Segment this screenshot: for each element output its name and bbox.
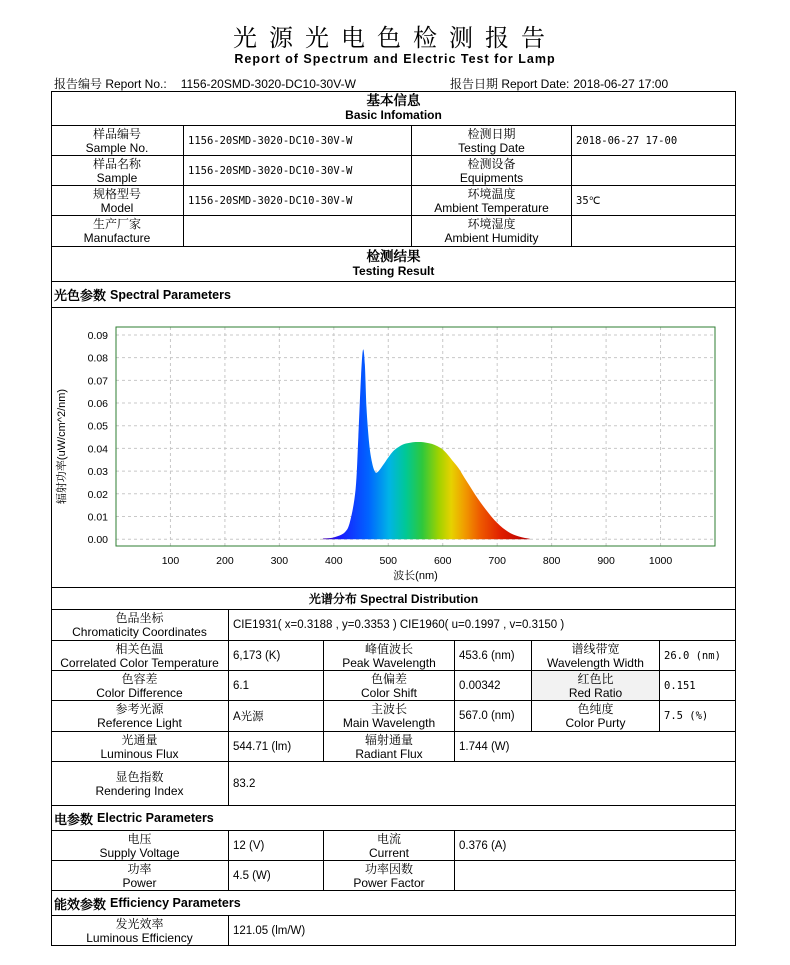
distribution-label-en: Wavelength Width bbox=[547, 655, 644, 670]
basic-info-title-en: Basic Infomation bbox=[345, 108, 442, 122]
basic-value-right: 35℃ bbox=[576, 194, 601, 207]
electric-label-left bbox=[51, 831, 229, 860]
distribution-label bbox=[51, 701, 229, 731]
electric-parameters-section bbox=[51, 806, 736, 831]
distribution-row bbox=[51, 641, 736, 671]
basic-label-right-cn: 检测设备 bbox=[467, 156, 516, 171]
electric-row bbox=[51, 861, 736, 891]
y-tick-label: 0.07 bbox=[87, 375, 108, 388]
report-title-cn: 光源光电色检测报告 bbox=[233, 24, 557, 52]
report-number bbox=[54, 75, 356, 92]
electric-row bbox=[51, 831, 736, 861]
distribution-value: 453.6 (nm) bbox=[455, 641, 532, 670]
distribution-label-cn: 色偏差 bbox=[370, 671, 407, 686]
spectrum-fill bbox=[323, 349, 530, 539]
flux-row bbox=[51, 732, 736, 762]
electric-label-left bbox=[51, 861, 229, 890]
electric-label-right bbox=[324, 831, 455, 860]
basic-label-left bbox=[51, 186, 184, 215]
distribution-label-en: Peak Wavelength bbox=[342, 655, 436, 670]
distribution-row bbox=[51, 671, 736, 701]
basic-value-right bbox=[572, 216, 736, 246]
distribution-label-en: Reference Light bbox=[97, 716, 182, 730]
basic-label-right-en: Ambient Temperature bbox=[434, 200, 549, 215]
luminous-efficiency-row bbox=[51, 916, 736, 946]
luminous-efficiency-label bbox=[51, 916, 229, 946]
radiant-flux-label-en: Radiant Flux bbox=[355, 746, 423, 761]
basic-label-right bbox=[412, 156, 572, 185]
distribution-label-en: Main Wavelength bbox=[342, 716, 436, 730]
distribution-label-en: Color Shift bbox=[360, 685, 418, 700]
rendering-index-label-cn: 显色指数 bbox=[115, 769, 164, 784]
electric-section-cn: 电参数 bbox=[54, 811, 94, 827]
basic-value-left: 1156-20SMD-3020-DC10-30V-W bbox=[184, 126, 412, 155]
electric-value-left: 12 (V) bbox=[229, 831, 324, 860]
report-date-value: 2018-06-27 17:00 bbox=[573, 77, 669, 91]
report-date-label: 报告日期 Report Date: bbox=[450, 77, 570, 91]
electric-label-left-en: Supply Voltage bbox=[99, 845, 180, 860]
basic-label-left-en: Sample No. bbox=[85, 140, 149, 155]
efficiency-section-en: Efficiency Parameters bbox=[110, 896, 241, 910]
efficiency-section-cn: 能效参数 bbox=[54, 896, 107, 912]
distribution-value: 6.1 bbox=[229, 671, 324, 700]
x-tick-label: 700 bbox=[488, 555, 506, 567]
distribution-label-en: Color Difference bbox=[96, 685, 183, 700]
basic-label-right bbox=[412, 216, 572, 246]
x-tick-label: 800 bbox=[542, 555, 561, 567]
testing-result-header bbox=[51, 247, 736, 282]
electric-label-right-en: Power Factor bbox=[353, 875, 425, 890]
luminous-flux-label bbox=[51, 732, 229, 761]
radiant-flux-value: 1.744 (W) bbox=[459, 740, 510, 753]
distribution-label-cn: 主波长 bbox=[370, 702, 407, 716]
basic-label-left bbox=[51, 126, 184, 155]
distribution-label bbox=[532, 641, 660, 670]
luminous-flux-value: 544.71 (lm) bbox=[229, 732, 324, 761]
distribution-label-en: Correlated Color Temperature bbox=[60, 655, 219, 670]
x-tick-label: 500 bbox=[379, 555, 398, 567]
spectral-parameters-section bbox=[51, 282, 736, 308]
electric-label-left-en: Power bbox=[122, 875, 157, 890]
chromaticity-label-cn: 色品坐标 bbox=[115, 611, 164, 625]
distribution-label bbox=[324, 701, 455, 731]
basic-label-left bbox=[51, 156, 184, 185]
basic-label-right bbox=[412, 126, 572, 155]
x-tick-label: 400 bbox=[325, 555, 343, 567]
basic-info-row bbox=[51, 216, 736, 247]
electric-label-right-cn: 电流 bbox=[376, 831, 401, 846]
spectral-section-en: Spectral Parameters bbox=[110, 287, 231, 302]
basic-info-row bbox=[51, 186, 736, 216]
distribution-label-cn: 红色比 bbox=[577, 671, 614, 686]
spectral-section-cn: 光色参数 bbox=[54, 288, 107, 303]
basic-label-right bbox=[412, 186, 572, 215]
basic-label-right-en: Testing Date bbox=[458, 140, 525, 155]
basic-label-left-cn: 样品名称 bbox=[92, 156, 141, 171]
electric-section-en: Electric Parameters bbox=[97, 811, 214, 825]
testing-result-title-en: Testing Result bbox=[352, 264, 435, 278]
luminous-efficiency-label-en: Luminous Efficiency bbox=[86, 931, 193, 945]
distribution-value: 26.0 (nm) bbox=[664, 649, 721, 662]
y-tick-label: 0.02 bbox=[87, 488, 108, 501]
luminous-efficiency-value: 121.05 (lm/W) bbox=[233, 925, 306, 937]
basic-info-header bbox=[51, 91, 736, 126]
y-tick-label: 0.01 bbox=[87, 511, 108, 524]
luminous-flux-label-cn: 光通量 bbox=[121, 732, 158, 747]
report-title-en: Report of Spectrum and Electric Test for Lamp bbox=[234, 52, 556, 66]
distribution-label-cn: 谱线带宽 bbox=[571, 641, 620, 656]
basic-label-right-en: Ambient Humidity bbox=[444, 231, 539, 245]
distribution-label bbox=[51, 671, 229, 700]
basic-label-left-en: Model bbox=[100, 200, 134, 215]
distribution-value: 6,173 (K) bbox=[229, 641, 324, 670]
basic-label-right-en: Equipments bbox=[459, 170, 524, 185]
report-number-label: 报告编号 Report No.: bbox=[54, 77, 167, 91]
distribution-label-cn: 相关色温 bbox=[115, 641, 164, 656]
distribution-label-cn: 峰值波长 bbox=[364, 641, 413, 656]
rendering-index-label bbox=[51, 762, 229, 805]
report-number-value: 1156-20SMD-3020-DC10-30V-W bbox=[180, 77, 356, 91]
distribution-label-en: Color Purty bbox=[565, 716, 626, 730]
distribution-label bbox=[324, 671, 455, 700]
basic-value-left: 1156-20SMD-3020-DC10-30V-W bbox=[184, 156, 412, 185]
basic-label-left-en: Sample bbox=[96, 170, 138, 185]
basic-label-right-cn: 检测日期 bbox=[467, 126, 516, 141]
y-axis-ticks bbox=[88, 330, 109, 546]
x-tick-label: 200 bbox=[216, 555, 234, 567]
spectral-distribution-header: 光谱分布 Spectral Distribution bbox=[51, 588, 736, 610]
distribution-value: 7.5 (%) bbox=[664, 710, 709, 722]
chromaticity-label bbox=[51, 610, 229, 640]
distribution-value: A光源 bbox=[229, 701, 324, 731]
distribution-label-cn: 色纯度 bbox=[577, 702, 614, 716]
radiant-flux-label bbox=[324, 732, 455, 761]
testing-result-title-cn: 检测结果 bbox=[366, 249, 421, 264]
report-date bbox=[450, 75, 668, 92]
x-axis-ticks bbox=[162, 555, 673, 567]
basic-info-row bbox=[51, 156, 736, 186]
basic-label-left-cn: 规格型号 bbox=[92, 186, 141, 201]
distribution-label bbox=[532, 671, 660, 700]
electric-value-right: 0.376 (A) bbox=[459, 839, 507, 852]
distribution-label-cn: 参考光源 bbox=[115, 702, 164, 716]
basic-label-left-cn: 样品编号 bbox=[92, 126, 141, 141]
electric-label-right-cn: 功率因数 bbox=[364, 861, 413, 876]
basic-label-right-cn: 环境湿度 bbox=[467, 217, 516, 231]
distribution-label bbox=[324, 641, 455, 670]
basic-label-left bbox=[51, 216, 184, 246]
distribution-label-cn: 色容差 bbox=[121, 671, 158, 686]
spectrum-chart-area bbox=[51, 308, 736, 588]
distribution-value: 567.0 (nm) bbox=[455, 701, 532, 731]
basic-label-right-cn: 环境温度 bbox=[467, 186, 516, 201]
distribution-value: 0.151 bbox=[664, 679, 696, 692]
x-tick-label: 100 bbox=[161, 555, 180, 567]
electric-label-left-cn: 功率 bbox=[127, 861, 152, 876]
x-axis-label: 波长(nm) bbox=[393, 570, 438, 582]
y-tick-label: 0.00 bbox=[87, 534, 108, 547]
rendering-index-value: 83.2 bbox=[233, 777, 256, 790]
distribution-row bbox=[51, 701, 736, 732]
efficiency-parameters-section bbox=[51, 891, 736, 916]
luminous-flux-label-en: Luminous Flux bbox=[100, 746, 179, 761]
distribution-label bbox=[532, 701, 660, 731]
luminous-efficiency-label-cn: 发光效率 bbox=[115, 917, 164, 931]
y-tick-label: 0.09 bbox=[87, 329, 108, 342]
basic-label-left-en: Manufacture bbox=[83, 231, 151, 245]
distribution-label bbox=[51, 641, 229, 670]
basic-info-title-cn: 基本信息 bbox=[366, 93, 421, 108]
basic-value-right bbox=[572, 156, 736, 185]
x-tick-label: 600 bbox=[433, 555, 452, 567]
distribution-value: 0.00342 bbox=[455, 671, 532, 700]
x-tick-label: 300 bbox=[270, 555, 289, 567]
basic-value-left: 1156-20SMD-3020-DC10-30V-W bbox=[184, 186, 412, 215]
chromaticity-value: CIE1931( x=0.3188 , y=0.3353 ) CIE1960( u=0.1997 , v=0.3150 ) bbox=[233, 619, 565, 631]
x-tick-label: 900 bbox=[597, 555, 615, 567]
y-axis-label: 辐射功率(uW/cm^2/nm) bbox=[56, 388, 68, 505]
electric-label-left-cn: 电压 bbox=[127, 831, 152, 846]
spectrum-chart bbox=[51, 308, 736, 588]
x-tick-label: 1000 bbox=[648, 555, 673, 567]
basic-value-left bbox=[184, 216, 412, 246]
electric-label-right-en: Current bbox=[368, 845, 409, 860]
electric-label-right bbox=[324, 861, 455, 890]
rendering-index-label-en: Rendering Index bbox=[95, 783, 184, 798]
y-tick-label: 0.06 bbox=[87, 398, 108, 411]
chromaticity-label-en: Chromaticity Coordinates bbox=[72, 625, 207, 639]
basic-info-row bbox=[51, 126, 736, 156]
y-tick-label: 0.08 bbox=[87, 352, 108, 365]
electric-value-left: 4.5 (W) bbox=[229, 861, 324, 890]
y-tick-label: 0.04 bbox=[87, 443, 108, 456]
chromaticity-row bbox=[51, 610, 736, 641]
basic-value-right: 2018-06-27 17-00 bbox=[576, 134, 678, 147]
y-tick-label: 0.03 bbox=[87, 466, 108, 479]
electric-value-right bbox=[455, 861, 736, 890]
basic-label-left-cn: 生产厂家 bbox=[92, 217, 141, 231]
rendering-index-row bbox=[51, 762, 736, 806]
y-tick-label: 0.05 bbox=[87, 420, 108, 433]
radiant-flux-label-cn: 辐射通量 bbox=[364, 732, 413, 747]
distribution-label-en: Red Ratio bbox=[568, 685, 623, 700]
